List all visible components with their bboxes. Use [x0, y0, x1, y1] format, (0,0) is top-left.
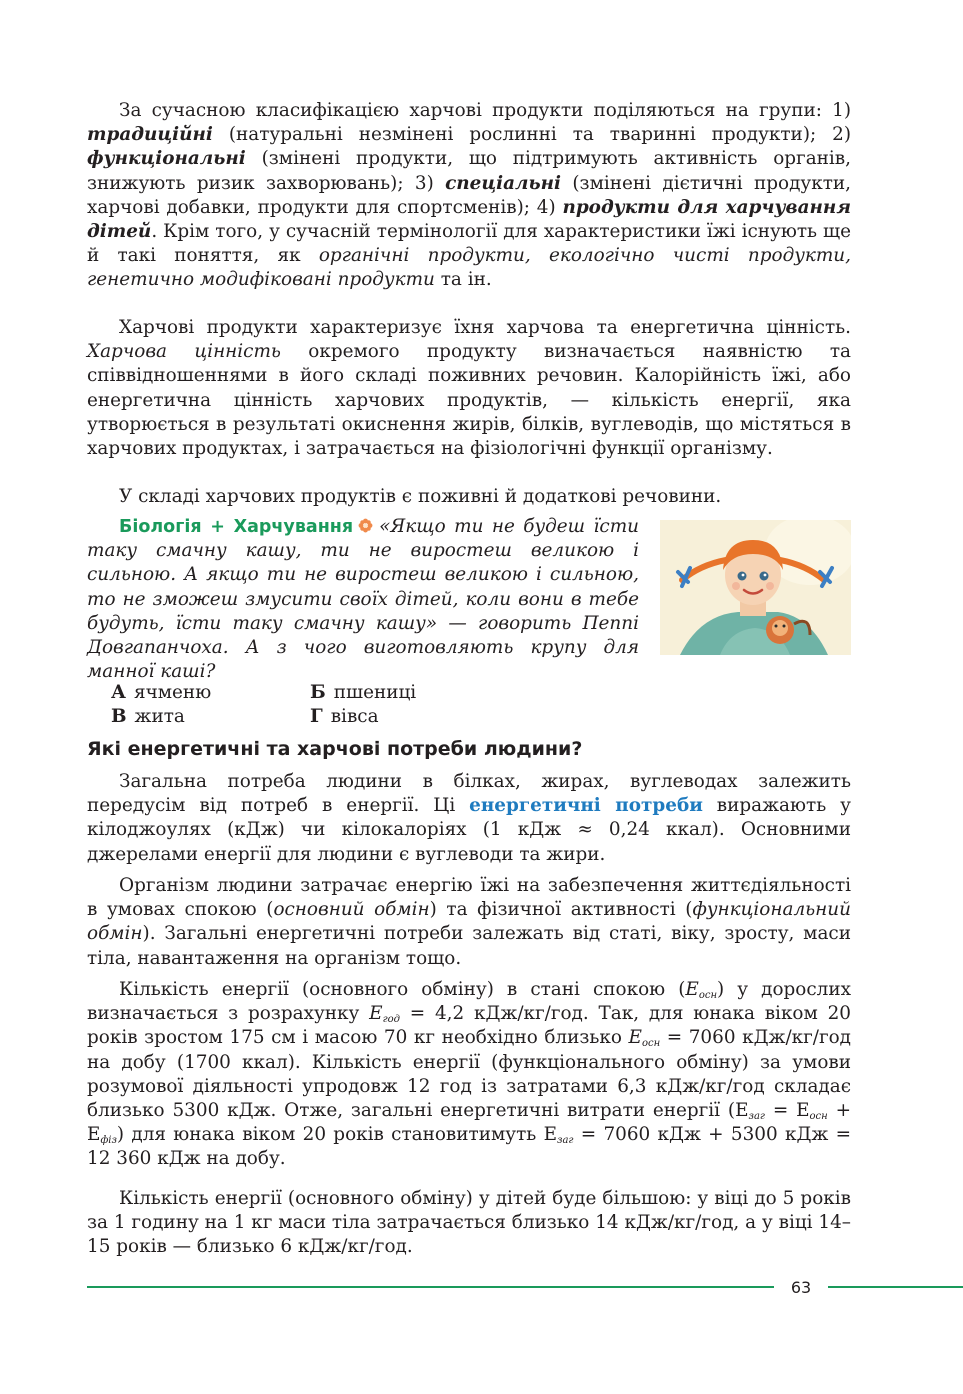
- formula-e-osn-3: $E_{осн}$: [796, 1100, 828, 1123]
- answer-option-v[interactable]: В жита: [111, 706, 185, 727]
- paragraph-food-value: Харчові продукти характеризує їхня харчова та енергетична цінність. Харчова цінність окремого продукту визначається наявністю та співвідношеннями в його складі поживних речовин. Калорійність їжі, або енергетична цінність харчових продуктів, — кількість енергії, яка утворюється в результаті окиснення жирів, білків, вуглеводів, що містяться в харчових продуктах, і затрачається на фізіологічні функції організму.: [87, 317, 851, 460]
- formula-e-zag-2: $E_{заг}$: [543, 1124, 574, 1147]
- term-functional: функціональні: [87, 148, 246, 170]
- term-nutritional-value: Харчова цінність: [87, 341, 281, 363]
- term-special: спеціальні: [445, 172, 562, 194]
- formula-e-god: $E_{год}$: [369, 1003, 400, 1026]
- answer-option-g[interactable]: Г вівса: [310, 706, 379, 727]
- box-title: Біологія + Харчування: [119, 517, 354, 537]
- term-child-food: продукти для харчування дітей: [87, 196, 851, 243]
- paragraph-food-classification: За сучасною класифікацією харчові продукти поділяються на групи: 1) традиційні (натуральні незмінені рослинні та тваринні продукти); 2) функціональні (змінені продукти, що підтримують активність органів, знижують ризик захворювань); 3) спеціальні (змінені дієтичні продукти, харчові добавки, продукти для спортсменів); 4) продукти для харчування дітей. Крім того, у сучасній термінології для характеристики їжі існують ще й такі поняття, як органічні продукти, екологічно чисті продукти, генетично модифіковані продукти та ін.: [87, 100, 851, 291]
- paragraph-energy-calculation: Кількість енергії (основного обміну) в стані спокою $(E_{осн})$ у дорослих визначається з розрахунку $E_{год} = 4,2$ кДж/кг/год. Так, для юнака віком 20 років зростом 175 см і масою 70 кг необхідно близько $E_{осн} = 7060$ кДж/кг/год на добу (1700 ккал). Кількість енергії (функціонального обміну) за умови розумової діяльності упродовж 12 год із затратами 6,3 кДж/кг/год складає близько 5300 кДж. Отже, загальні енергетичні витрати енергії $(E_{заг} = E_{осн} + E_{фіз})$ для юнака віком 20 років становитимуть $E_{заг} = 7060$ кДж + 5300 кДж = 12 360 кДж на добу.: [87, 979, 852, 1170]
- keyword-energy-needs: енергетичні потреби: [469, 795, 703, 817]
- pippi-illustration: [660, 520, 851, 655]
- answer-option-b[interactable]: Б пшениці: [310, 682, 417, 703]
- box-quote-text: «Якщо ти не будеш їсти таку смачну кашу, ти не виростеш великою і сильною. А якщо ти не виростеш великою і сильною, то не зможеш змусити своїх дітей, коли вони в тебе будуть, їсти таку смачну кашу» — говорить Пеппі Довгапанчоха. А з чого виготовляють крупу для манної каші?: [87, 516, 639, 683]
- term-functional-metabolism: функціональний обмін: [87, 899, 851, 945]
- formula-e-zag: $E_{заг}$: [735, 1100, 765, 1123]
- term-organic: органічні продукти, екологічно чисті продукти, генетично модифіковані продукти: [87, 245, 851, 291]
- page-number: 63: [774, 1275, 828, 1301]
- paragraph-energy-needs: Загальна потреба людини в білках, жирах, вуглеводах залежить передусім від потреб в енергії. Ці енергетичні потреби виражають у кілоджоулях (кДж) чи кілокалоріях (1 кДж ≈ 0,24 ккал). Основними джерелами енергії для людини є вуглеводи та жири.: [87, 771, 851, 865]
- box-quote: [87, 515, 639, 684]
- formula-e-osn: $E_{осн}$: [685, 979, 718, 1001]
- biology-nutrition-box: [87, 515, 851, 735]
- flower-icon: [358, 518, 373, 533]
- formula-e-osn-2: $E_{осн}$: [628, 1027, 661, 1050]
- answer-option-a[interactable]: А ячменю: [111, 682, 212, 703]
- footer-divider: [87, 1286, 963, 1288]
- term-traditional: традиційні: [87, 124, 213, 146]
- paragraph-substances: У складі харчових продуктів є поживні й додаткові речовини.: [119, 486, 722, 507]
- section-title: Які енергетичні та харчові потреби людини?: [87, 738, 583, 760]
- paragraph-metabolism: Організм людини затрачає енергію їжі на забезпечення життєдіяльності в умовах спокою (основний обмін) та фізичної активності (функціональний обмін). Загальні енергетичні потреби залежать від статі, віку, зросту, маси тіла, навантаження на організм тощо.: [87, 875, 851, 969]
- formula-e-fiz: $E_{фіз}$: [87, 1124, 117, 1147]
- paragraph-children-energy: Кількість енергії (основного обміну) у дітей буде більшою: у віці до 5 років за 1 годину на 1 кг маси тіла затрачається близько 14 кДж/кг/год, а у віці 14–15 років — близько 6 кДж/кг/год.: [87, 1188, 851, 1258]
- term-basal-metabolism: основний обмін: [273, 899, 430, 921]
